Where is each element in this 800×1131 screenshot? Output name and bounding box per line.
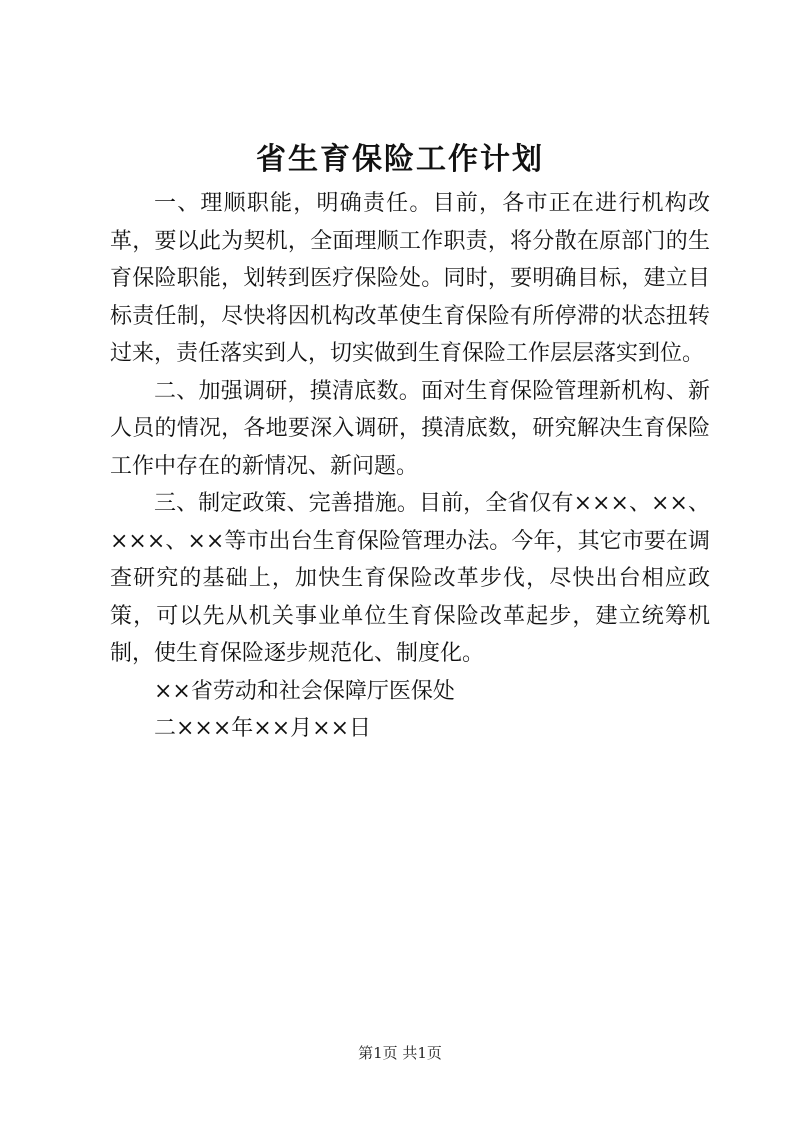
date-line: 二×××年××月××日: [154, 716, 372, 741]
paragraph-3: 三、制定政策、完善措施。目前，全省仅有×××、××、×××、××等市出台生育保险管理办法。今年，其它市要在调查研究的基础上，加快生育保险改革步伐，尽快出台相应政策，可以先从机关事业单位生育保险改革起步，建立统筹机制，使生育保险逐步规范化、制度化。: [110, 491, 710, 666]
paragraph-1: 一、理顺职能，明确责任。目前，各市正在进行机构改革，要以此为契机，全面理顺工作职责，将分散在原部门的生育保险职能，划转到医疗保险处。同时，要明确目标，建立目标责任制，尽快将因机构改革使生育保险有所停滞的状态扭转过来，责任落实到人，切实做到生育保险工作层层落实到位。: [110, 191, 710, 366]
document-body: [110, 185, 710, 748]
signature-line: ××省劳动和社会保障厅医保处: [154, 678, 455, 704]
page-number-footer: 第1页 共1页: [358, 1044, 442, 1062]
paragraph-2: 二、加强调研，摸清底数。面对生育保险管理新机构、新人员的情况，各地要深入调研，摸清底数，研究解决生育保险工作中存在的新情况、新问题。: [110, 378, 710, 479]
document-title: 省生育保险工作计划: [256, 142, 544, 177]
